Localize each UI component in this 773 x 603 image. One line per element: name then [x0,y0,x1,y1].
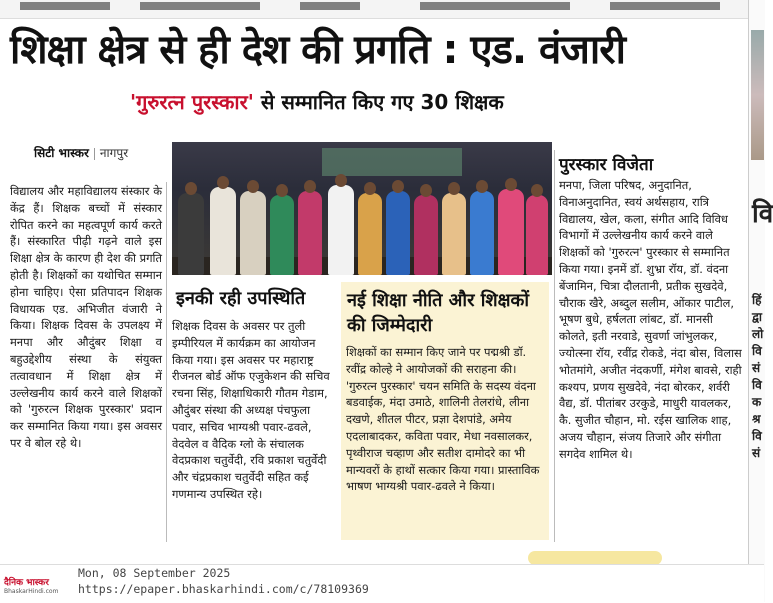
section-heading-attendance: इनकी रही उपस्थिति [176,288,306,309]
bhaskar-logo[interactable] [4,578,72,598]
subheadline-rest: से सम्मानित किए गए 30 शिक्षक [253,90,504,114]
attendance-text: शिक्षक दिवस के अवसर पर तुली इम्पीरियल में कार्यक्रम का आयोजन किया गया। इस अवसर पर महाराष्ट्र रीजनल बोर्ड ऑफ एजुकेशन की सचिव रचना सिंह, शिक्षाधिकारी गौतम गेडाम, औदुंबर संस्था की अध्यक्ष पंचफुला पवार, सचिव भाग्यश्री पवार-ढवले, वेदवेल व वैदिक ग्लो के संचालक वेदप्रकाश चतुर्वेदी, रवि प्रकाश चतुर्वेदी और चंद्रप्रकाश चतुर्वेदी सहित कई गणमान्य उपस्थित रहे। [172,319,330,501]
event-photo [172,142,552,275]
column-rule [554,150,555,542]
headline: शिक्षा क्षेत्र से ही देश की प्रगति : एड. वंजारी [10,27,626,73]
footer-date: Mon, 08 September 2025 [78,566,231,580]
logo-name: दैनिक भास्कर [4,578,49,588]
neighbor-text: हिं द्वा लो वि सं वि क श्र वि सं [752,293,764,460]
byline [34,144,128,161]
byline-city: नागपुर [99,146,129,160]
byline-paper: सिटी भास्कर [34,146,89,160]
column-rule [166,182,167,542]
winners-text: मनपा, जिला परिषद, अनुदानित, विनाअनुदानित, स्वयं अर्थसहाय, रात्रि विद्यालय, खेल, कला, संगीत आदि विविध विभागों में उल्लेखनीय कार्य करने वाले शिक्षकों को 'गुरुरत्न' पुरस्कार से सम्मानित किया गया। इनमें डॉ. शुभ्रा रॉय, डॉ. वंदना बेंजामिन, चित्रा दौलतानी, प्रतीक सुखदेवे, चौराक खैरे, अब्दुल सलीम, ओंकार पाटील, भूषण बुधे, हर्षलता लांबट, डॉ. मानसी कोलते, इती नरवाडे, सुवर्णा जांभुलकर, ज्योत्स्ना रॉय, रवींद्र रोकडे, नंदा बोस, विलास भोतमांगे, अजीत नंदकर्णी, मंगेश बावसे, राही कश्यप, प्रणय सुखदेवे, नंदा बोरकर, शर्वरी वैद्य, डॉ. पीतांबर उरकुडे, माधुरी यावलकर, कै. सुजीत चौहान, मो. रईस खालिक शाह, अजय चौहान, संजय तिजारे और संगीता सगदेव शामिल थे। [559,178,742,461]
previous-article-strip [0,0,764,19]
neighbor-photo [751,30,764,160]
footer-url[interactable]: https://epaper.bhaskarhindi.com/c/78109369 [78,582,369,596]
article-column-1: विद्यालय और महाविद्यालय संस्कार के केंद्र हैं। शिक्षक बच्चों में संस्कार रोपित करने का महत्वपूर्ण कार्य करते हैं। संस्कारित पीढ़ी गढ़ने वाले इस शिक्षा क्षेत्र के कारण ही देश की प्रगति होती है। शिक्षकों का यथोचित सम्मान होना चाहिए। ऐसा प्रतिपादन शिक्षक विधायक एड. अभिजीत वंजारी ने किया। शिक्षक दिवस के उपलक्ष्य में मनपा और औदुंबर शिक्षा व बहुउद्देशीय संस्था के संयुक्त तत्वावधान में शिक्षा क्षेत्र में उल्लेखनीय कार्य करने वाले शिक्षकों को 'गुरुरत्न शिक्षक पुरस्कार' प्रदान कर सम्मानित किया गया। इस अवसर पर वे बोल रहे थे। [10,184,162,450]
section-heading-winners: पुरस्कार विजेता [559,155,654,175]
subheadline-highlight: 'गुरुरत्न पुरस्कार' [130,90,254,114]
next-article-pill [528,551,662,565]
neighbor-glyph: वि [752,199,773,229]
subheadline [130,88,504,115]
logo-sub: BhaskarHindi.com [4,588,59,595]
education-policy-text: शिक्षकों का सम्मान किए जाने पर पद्मश्री डॉ. रवींद्र कोल्हे ने आयोजकों की सराहना की। 'गुरुरत्न पुरस्कार' चयन समिति के सदस्य वंदना बडवाईक, मंदा उमाठे, शालिनी तेलरांधे, लीना दखणे, शीतल पीटर, प्रज्ञा देशपांडे, अमेय एदलाबादकर, कविता पवार, मेधा नवसालकर, पृथ्वीराज चव्हाण और सतीश दामोदरे का भी मान्यवरों के हाथों सत्कार किया गया। प्रास्ताविक भाषण भाग्यश्री पवार-ढवले ने किया। [346,345,540,494]
section-heading-education-policy: नई शिक्षा नीति और शिक्षकों की जिम्मेदारी [347,290,530,336]
